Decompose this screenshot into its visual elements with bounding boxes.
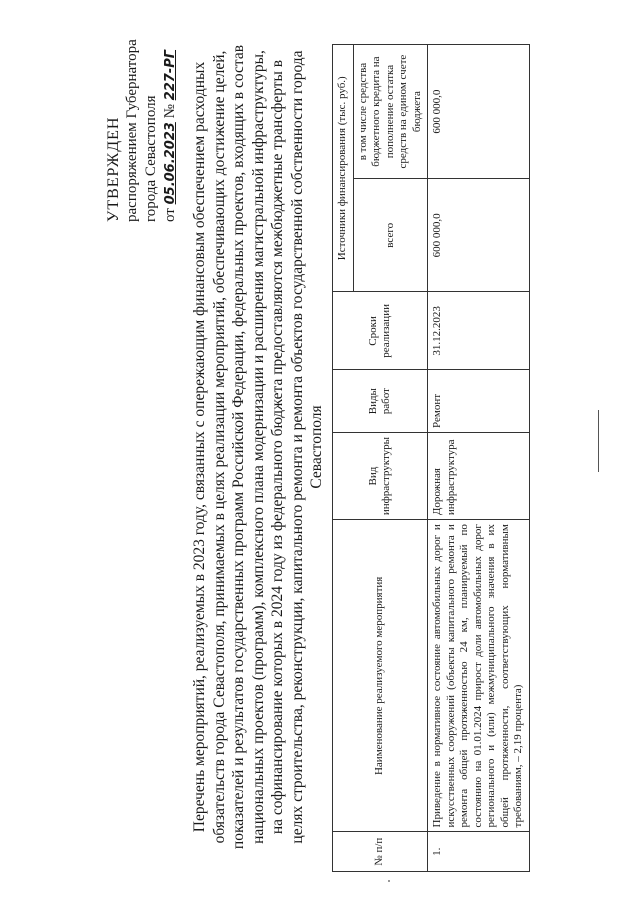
header-funding: Источники финансирования (тыс. руб.) bbox=[333, 45, 354, 292]
scan-speck bbox=[388, 880, 390, 882]
measures-table bbox=[332, 44, 530, 872]
approval-line-2: города Севастополя bbox=[143, 95, 159, 222]
cell-num: 1. bbox=[428, 832, 530, 872]
approval-heading: УТВЕРЖДЕН bbox=[105, 116, 122, 222]
table-row bbox=[428, 45, 530, 872]
header-num: № п/п bbox=[333, 832, 428, 872]
header-including: в том числе средства бюджетного кредита на пополнение остатка средств на едином счете бюджета bbox=[353, 45, 428, 179]
approval-number: 227-РГ bbox=[163, 49, 178, 101]
header-total: всего bbox=[353, 179, 428, 292]
table-header-row bbox=[333, 45, 354, 872]
cell-works: Ремонт bbox=[428, 370, 530, 433]
cell-total: 600 000,0 bbox=[428, 179, 530, 292]
cell-infra: Дорожная инфраструктура bbox=[428, 432, 530, 519]
approval-date-line bbox=[161, 22, 180, 222]
cell-terms: 31.12.2023 bbox=[428, 292, 530, 370]
header-infra: Вид инфраструктуры bbox=[333, 432, 428, 519]
approval-stamp bbox=[104, 22, 180, 222]
document-title: Перечень мероприятий, реализуемых в 2023 году, связанных с опережающим финансовым обеспечением расходных обязательств города Севастополя, принимаемых в целях реализации мероприятий, обеспечивающих достижение целей, показателей и результатов государственных программ Российской Федерации, федеральных проектов, входящих в состав национальных проектов (программ), комплексного плана модернизации и расширения магистральной инфраструктуры, на софинансирование которых в 2024 году из федерального бюджета предоставляются межбюджетные трансферты в целях строительства, реконструкции, капитального ремонта и ремонта объектов государственной собственности города Севастополя bbox=[191, 44, 325, 850]
header-name: Наименование реализуемого мероприятия bbox=[333, 520, 428, 832]
approval-line-1: распоряжением Губернатора bbox=[124, 39, 140, 222]
cell-including: 600 000,0 bbox=[428, 45, 530, 179]
approval-number-prefix: № bbox=[162, 104, 178, 119]
approval-date: 05.06.2023 bbox=[163, 122, 178, 205]
header-terms: Сроки реализации bbox=[333, 292, 428, 370]
approval-from-prefix: от bbox=[162, 208, 178, 222]
cell-name: Приведение в нормативное состояние автомобильных дорог и искусственных сооружений (объекты капитального ремонта и ремонта общей протяженностью 24 км, планируемый по состоянию на 01.01.2024 прирост доли автомобильных дорог регионального и (или) межмуниципального значения в их общей протяженности, соответствующих нормативным требованиям, – 2,19 процента) bbox=[428, 520, 530, 832]
header-works: Виды работ bbox=[333, 370, 428, 433]
divider-line bbox=[598, 410, 599, 472]
